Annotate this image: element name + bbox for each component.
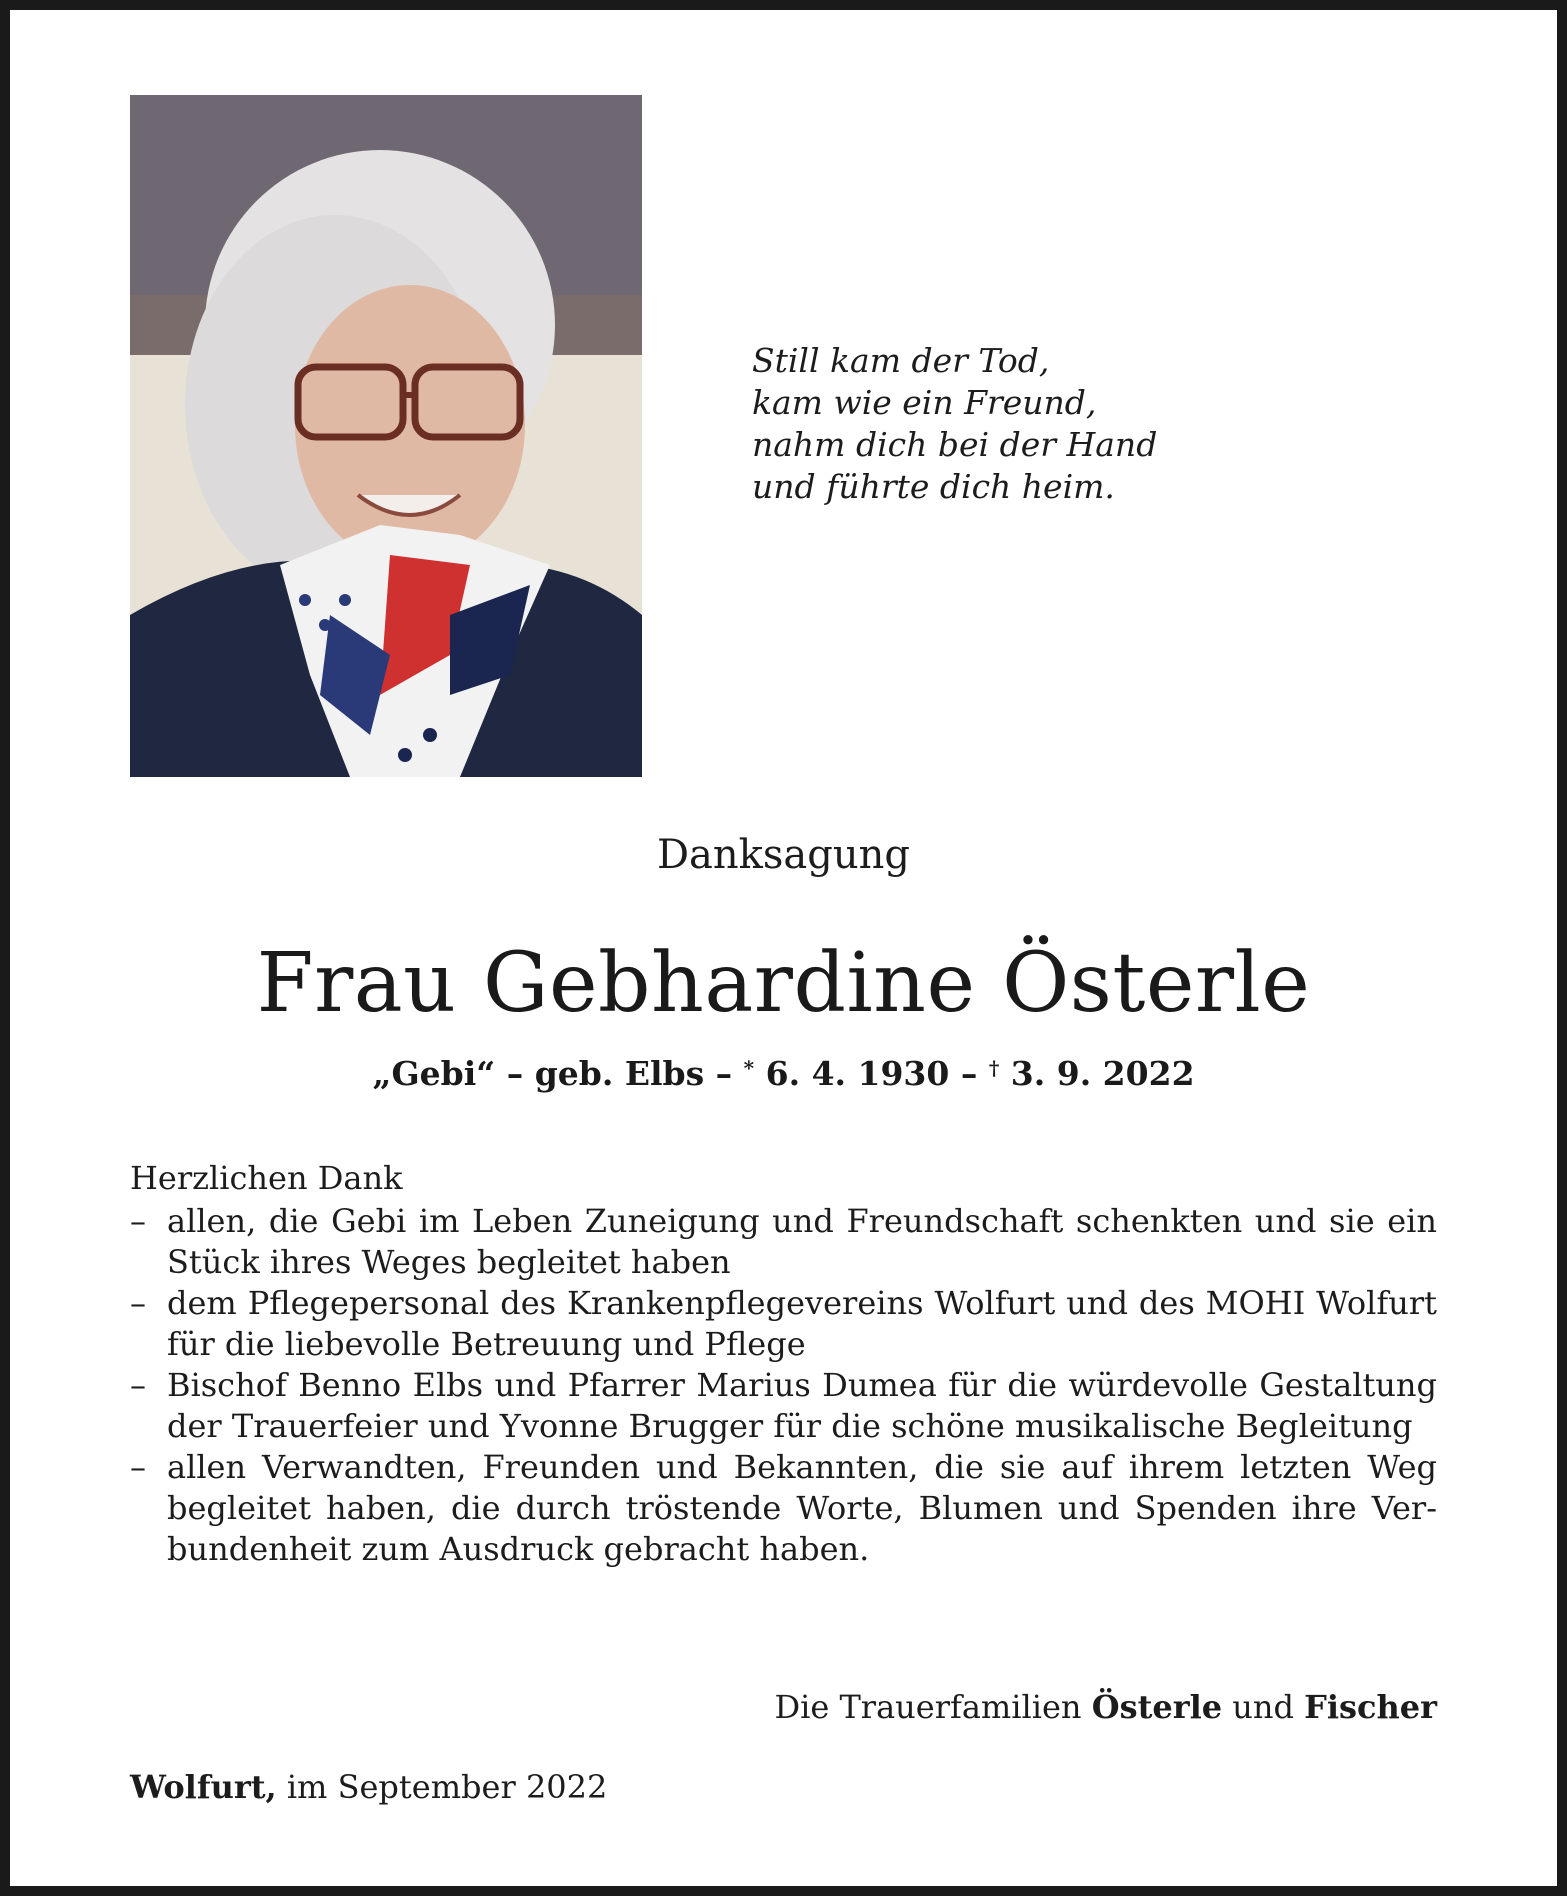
dash-bullet: – — [130, 1202, 146, 1240]
family-name-1: Österle — [1091, 1688, 1223, 1726]
poem-line: Still kam der Tod, — [752, 341, 1050, 380]
list-item-text: Bischof Benno Elbs und Pfarrer Marius Dumea für die würdevolle Gestaltung der Trauerfeier und Yvonne Brugger für die schöne musikalische Begleitung — [167, 1366, 1437, 1445]
family-signoff — [774, 1688, 1437, 1726]
signoff-joiner: und — [1222, 1688, 1305, 1726]
notice-heading: Danksagung — [656, 832, 911, 878]
list-item-text: allen, die Gebi im Leben Zuneigung und Freundschaft schenkten und sie ein Stück ihres Weges begleitet haben — [167, 1202, 1437, 1281]
signoff-prefix: Die Trauerfamilien — [774, 1688, 1092, 1726]
memorial-poem — [752, 340, 1157, 508]
birth-date: 6. 4. 1930 — [754, 1054, 950, 1093]
portrait-illustration — [130, 95, 642, 777]
list-item — [130, 1447, 1437, 1570]
separator: – — [949, 1054, 989, 1093]
notice-date: im September 2022 — [276, 1768, 608, 1806]
poem-line: kam wie ein Freund, — [752, 383, 1097, 422]
maiden-name: geb. Elbs — [534, 1054, 705, 1093]
nickname: „Gebi“ — [372, 1054, 496, 1093]
list-item-text: dem Pflegepersonal des Krankenpflegevereins Wolfurt und des MOHI Wolfurt für die liebevolle Betreuung und Pflege — [167, 1284, 1437, 1363]
list-item — [130, 1365, 1437, 1447]
poem-line: nahm dich bei der Hand — [752, 425, 1158, 464]
death-symbol: † — [988, 1056, 1000, 1080]
life-details — [0, 1054, 1567, 1093]
death-date: 3. 9. 2022 — [999, 1054, 1195, 1093]
dash-bullet: – — [130, 1284, 146, 1322]
portrait-photo — [130, 95, 642, 777]
separator: – — [704, 1054, 744, 1093]
deceased-name: Frau Gebhardine Österle — [256, 936, 1311, 1031]
list-item — [130, 1201, 1437, 1283]
family-name-2: Fischer — [1304, 1688, 1437, 1726]
place-date — [130, 1768, 607, 1806]
thanks-list — [130, 1201, 1437, 1570]
poem-line: und führte dich heim. — [752, 467, 1115, 506]
thanks-intro: Herzlichen Dank — [130, 1159, 403, 1197]
list-item-text: allen Verwandten, Freunden und Bekannten, die sie auf ihrem letzten Weg begleitet haben, die durch tröstende Worte, Blumen und Spenden ihre Verbundenheit zum Ausdruck gebracht haben. — [167, 1448, 1437, 1568]
list-item — [130, 1283, 1437, 1365]
town-name: Wolfurt, — [130, 1768, 277, 1806]
thanks-section — [130, 1158, 1437, 1570]
dash-bullet: – — [130, 1448, 146, 1486]
dash-bullet: – — [130, 1366, 146, 1404]
separator: – — [495, 1054, 535, 1093]
birth-symbol: * — [743, 1056, 755, 1080]
